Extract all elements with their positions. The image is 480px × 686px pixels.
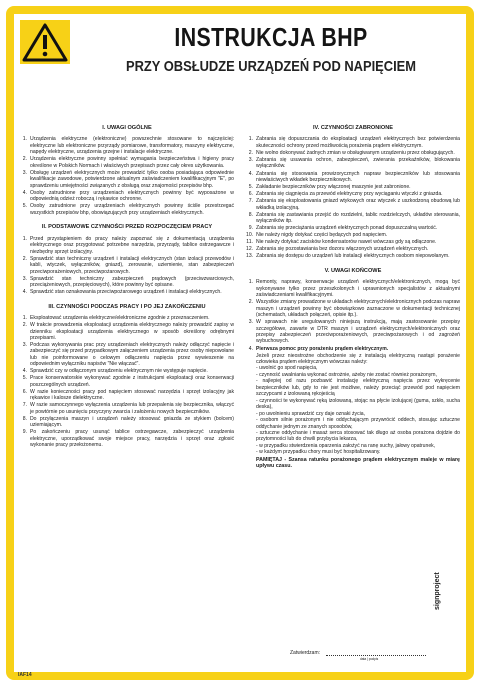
remember-note: PAMIĘTAJ - Szansa ratunku porażonego prądem elektrycznym maleje w miarę upływu czasu. (256, 456, 460, 470)
list-item: 2. Wszystkie zmiany prowadzone w układach elektrycznych/elektronicznych podczas napraw maszyn i urządzeń powinny być obowiązkowo zaznaczone w dokumentacji technicznej (schematach, układach połączeń, opisie itp.). (248, 299, 460, 319)
list-item: 4. Sprawdzić stan oznakowania przeciwpożarowego urządzeń i instalacji elektrycznych. (22, 289, 222, 296)
first-aid-step: - czynność uwalniania wykonać ostrożnie, ażeby nie zostać również porażonym, (256, 371, 437, 378)
left-column (20, 122, 234, 449)
signature-caption: data | podpis (360, 657, 379, 661)
first-aid-heading: Pierwsza pomoc przy porażeniu prądem elektrycznym. (256, 345, 389, 352)
list-item: 1. Zabrania się dopuszczania do eksploatacji urządzeń elektrycznych bez potwierdzenia skuteczności ochrony przed możliwością porażenia prądem elektrycznym. (248, 136, 460, 149)
list-item: 4. Zabrania się stosowania prowizorycznych napraw bezpieczników lub stosowania niewłaściwych wkładek bezpiecznikowych. (248, 170, 460, 183)
list-item: 4. Sprawdzić czy w odłączonym urządzeniu elektrycznym nie występuje napięcie. (22, 368, 208, 375)
list-item: 2. Urządzenia elektryczne powinny spełniać wymagania bezpieczeństwa i higieny pracy określone w Polskich Normach i właściwych przepisach przez cały okres użytkowania. (22, 156, 234, 169)
first-aid-step: - najlepiej od razu pozbawić instalację elektryczną napięcia przez wykręcenie bezpieczników lub, gdy to nie jest możliwe, należy przeciąć przewód pod napięciem szczypcami z izolowaną rękojeścią (256, 378, 460, 398)
list-item: 8. Zabrania się zastawiania przejść do rozdzielni, tablic rozdzielczych, układów sterowania, wyłączników itp. (248, 211, 460, 225)
section-during-work-list (20, 315, 234, 449)
first-aid-step: - osobom silnie porażonym i nie oddychającym przywrócić oddech, stosując sztuczne oddychanie jednym ze znanych sposobów, (256, 417, 460, 430)
list-item: 2. W trakcie prowadzenia eksploatacji urządzenia elektrycznego należy prowadzić zapisy w dzienniku eksploatacji urządzenia elektrycznego w sposób określony odrębnymi przepisami. (22, 322, 234, 341)
list-item: 1. Urządzenia elektryczne (elektroniczne) powszechnie stosowane to najczęściej: elektryczne lub elektroniczne przyrządy pomiarowe, transformatory, maszyny elektryczne, napędy elektryczne, urządzenia grzejne i instalacje elektryczne. (22, 136, 234, 156)
list-item: 4. Osoby zatrudnione przy urządzeniach elektrycznych powinny być wyposażone w odpowiednią odzież roboczą i rękawice ochronne. (22, 189, 234, 203)
right-column (246, 122, 460, 470)
section-heading-forbidden: IV. CZYNNOŚCI ZABRONIONE (313, 125, 393, 131)
list-item: 2. Sprawdzić stan techniczny urządzeń i instalacji elektrycznych (stan izolacji przewodów i kabli, wtyczek, wyłączników, gniazd), zerowanie, uziemienie, stan zabezpieczeń przeciwporażeniowych, przeciwpożarowych. (22, 255, 234, 275)
list-item: 6. W razie konieczności pracy pod napięciem stosować narzędzia i sprzęt izolacyjny jak rękawice i kalosze dielektryczne. (22, 388, 234, 402)
document-code: IAF14 (18, 672, 32, 678)
first-aid-intro: Jeżeli przez nieostrożne obchodzenie się z instalacją elektryczną nastąpi porażenie człowieka prądem elektrycznym wówczas należy: (256, 352, 460, 365)
list-item: 3. Sprawdzić stan techniczny zabezpieczeń prądowych (przeciwzwarciowych, przeciążeniowych, przepięciowych), które powinny być opisane. (22, 275, 234, 289)
list-item: 3. Obsługę urządzeń elektrycznych może prowadzić tylko osoba posiadająca odpowiednie kwalifikacje zawodowe, potwierdzone aktualnym zaświadczeniem kwalifikacyjnym "E", po sprawdzeniu umiejętności związanych z obsługą oraz znajomości przepisów bhp. (22, 169, 234, 189)
list-item: 1. Przed przystąpieniem do pracy należy zapoznać się z dokumentacją urządzenia elektrycznego oraz przygotować potrzebne narzędzia, przyrządy, tablice ostrzegawcze i niezbędny sprzęt izolacyjny. (22, 235, 234, 255)
first-aid-step: - czynności te wykonywać ręką izolowaną, stojąc na płycie izolującej (guma, szkło, sucha deska), (256, 397, 460, 411)
page-title: INSTRUKCJA BHP (174, 22, 368, 52)
list-item: 3. W sprawach nie uregulowanych niniejszą instrukcją, mają zastosowanie przepisy szczegółowe, zawarte w DTR maszyn i urządzeń elektrycznych/elektronicznych oraz przepisy zabezpieczeń przeciwporażeniowych, przeciwpożarowych i od zagrożeń wybuchowych. (248, 319, 460, 345)
list-item: 6. Zabrania się ciągnięcia za przewód elektryczny przy wyciąganiu wtyczki z gniazda. (248, 191, 443, 198)
list-item: 5. Osoby zatrudnione przy urządzeniach elektrycznych powinny ściśle przestrzegać wszystkich przepisów bhp, obowiązujących przy urządzeniach elektrycznych. (22, 203, 234, 216)
list-item: 7. W razie samoczynnego wyłączenia urządzenia lub przepalenia się bezpiecznika, włączyć je powtórnie po usunięciu przyczyny zwarcia i założeniu nowych bezpieczników. (22, 402, 234, 415)
list-item: 12. Zabrania się pozostawiania bez dozoru włączonych urządzeń elektrycznych. (246, 246, 429, 253)
list-item: 3. Podczas wykonywania prac przy urządzeniach elektrycznych należy odłączyć napięcie i zabezpieczyć się przed przypadkowym załączeniem urządzenia przez osoby niepowołane lub nie poinformowane o celowym odłączeniu napięcia przez wywieszenie na odpowiednim wyłączniku napisów "Nie włączać". (22, 342, 234, 368)
section-general-list (20, 136, 234, 216)
section-before-work-list (20, 236, 234, 296)
section-forbidden-list (246, 136, 460, 259)
first-aid-step: - uwolnić go spod napięcia, (256, 365, 318, 372)
list-item: 13. Zabrania się dostępu do urządzeń lub instalacji elektrycznych osobom niepowołanym. (246, 253, 450, 260)
approval-label: Zatwierdzam: (290, 650, 321, 656)
signature-line (326, 655, 426, 656)
list-item: 5. Zakładanie bezpieczników przy włączonej maszynie jest zabronione. (248, 184, 411, 190)
list-item: 1. Eksploatować urządzenia elektryczne/elektroniczne zgodnie z przeznaczeniem. (22, 315, 210, 322)
list-item: 5. Prace konserwatorskie wykonywać zgodnie z instrukcjami eksploatacji oraz konserwacji poszczególnych urządzeń. (22, 375, 234, 388)
page-subtitle: PRZY OBSŁUDZE URZĄDZEŃ POD NAPIĘCIEM (125, 58, 417, 75)
list-item: 8. Do przyłączenia maszyn i urządzeń należy stosować gniazda ze stykiem (bolcem) uziemiającym. (22, 415, 234, 429)
list-item: 9. Zabrania się przeciążania urządzeń elektrycznych ponad dopuszczalną wartość. (248, 225, 438, 232)
list-item: 2. Nie wolno dokonywać żadnych zmian w obsługiwanym urządzeniu przez obsługujących. (248, 149, 455, 156)
first-aid-step: - po uwolnieniu sprawdzić czy daje oznaki życia, (256, 410, 366, 417)
section-heading-general: I. UWAGI OGÓLNE (102, 125, 152, 131)
section-heading-during-work: III. CZYNNOŚCI PODCZAS PRACY I PO JEJ ZAKOŃCZENIU (48, 303, 206, 310)
list-item: 9. Po zakończeniu pracy usunąć tablice ostrzegawcze, zabezpieczyć urządzenia elektryczne, uporządkować swoje miejsce pracy, narzędzia i sprzęt oraz zgłosić wykonanie pracy przełożonemu. (22, 429, 234, 449)
warning-triangle-icon (20, 20, 70, 64)
list-item: 3. Zabrania się usuwania ochron, zabezpieczeń, zwierania przekaźników, blokowania wyłączników. (248, 157, 460, 170)
first-aid-step: - w każdym przypadku chory musi być hospitalizowany. (256, 449, 381, 456)
section-heading-final-notes: V. UWAGI KOŃCOWE (324, 267, 382, 274)
first-aid-step: - sztuczne oddychanie i masaż serca stosować tak długo aż osoba porażona dojdzie do przytomności lub do chwili przybycia lekarza, (256, 429, 460, 443)
list-item: 1. Remonty, naprawy, konserwacje urządzeń elektrycznych/elektronicznych, mogą być wykonywane tylko przez przeszkolonych i uprawnionych specjalistów z aktualnymi zaświadczeniami kwalifikacyjnymi. (248, 279, 460, 299)
section-final-notes-list (246, 279, 460, 470)
brand-logo: signproject (434, 572, 441, 610)
section-heading-before-work: II. PODSTAWOWE CZYNNOŚCI PRZED ROZPOCZĘCIEM PRACY (41, 224, 213, 231)
list-item: 10. Nie należy nigdy dotykać części będących pod napięciem. (246, 232, 388, 239)
first-aid-step: - w przypadku stwierdzenia oparzenia założyć na ranę suchy, jałowy opatrunek, (256, 442, 436, 449)
instruction-board (14, 14, 466, 672)
list-item: 7. Zabrania się eksploatowania gniazd wtykowych oraz wtyczek z uszkodzoną obudową lub wkładką izolacyjną. (248, 198, 460, 211)
list-item: 4. Pierwsza pomoc przy porażeniu prądem elektrycznym. (248, 345, 389, 352)
list-item: 11. Nie należy dotykać zacisków kondensatorów nawet wówczas gdy są odłączone. (246, 239, 437, 246)
